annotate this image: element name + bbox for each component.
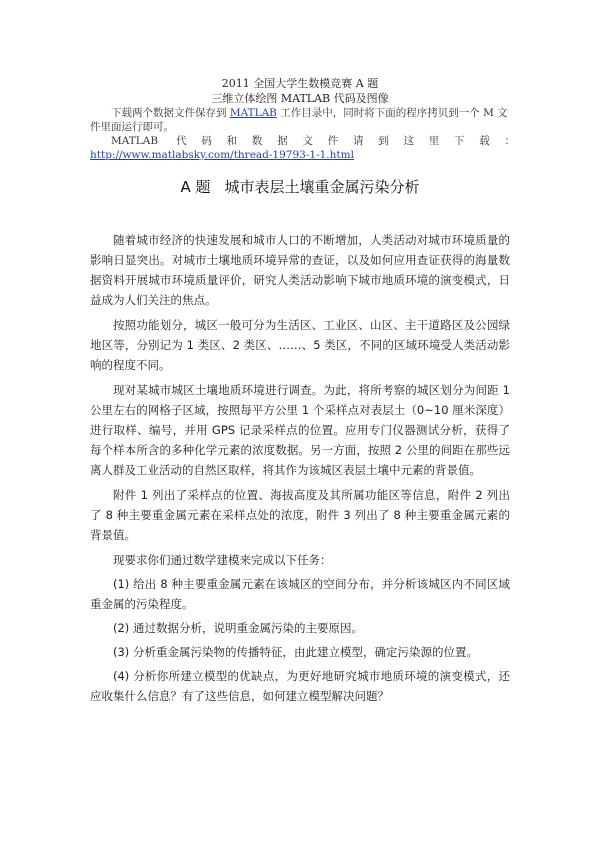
task-1: (1) 给出 8 种主要重金属元素在该城区的空间分布，并分析该城区内不同区域重金属的污染程度。 xyxy=(90,577,510,611)
problem-label: A 题 xyxy=(180,178,211,196)
paragraph-5: 现要求你们通过数学建模来完成以下任务： xyxy=(113,553,332,567)
document-title: 2011 全国大学生数模竞赛 A 题 xyxy=(221,77,379,90)
task-4: (4) 分析你所建立模型的优缺点，为更好地研究城市地质环境的演变模式，还应收集什么信息？有了这些信息，如何建立模型解决问题？ xyxy=(90,669,510,703)
intro-suffix: 工作目录中，同时将下面的程序拷贝到一个 M 文件里面运行即可。 xyxy=(90,107,508,133)
problem-heading xyxy=(0,178,600,196)
task-3: (3) 分析重金属污染物的传播特征，由此建立模型，确定污染源的位置。 xyxy=(113,645,478,659)
paragraph-1: 随着城市经济的快速发展和城市人口的不断增加，人类活动对城市环境质量的影响日显突出。对城市土壤地质环境异常的查证，以及如何应用查证获得的海量数据资料开展城市环境质量评价，研究人类活动影响下城市地质环境的演变模式，日益成为人们关注的焦点。 xyxy=(90,233,510,307)
intro-line-3 xyxy=(90,148,515,162)
download-url-link[interactable]: http://www.matlabsky.com/thread-19793-1-1.html xyxy=(90,149,354,161)
paragraph-4: 附件 1 列出了采样点的位置、海拔高度及其所属功能区等信息，附件 2 列出了 8 种主要重金属元素在采样点处的浓度，附件 3 列出了 8 种主要重金属元素的背景值。 xyxy=(90,488,510,542)
download-intro xyxy=(90,106,515,162)
intro-line-2: MATLAB 代码和数据文件请到这里下载： xyxy=(111,135,515,147)
intro-line-1 xyxy=(90,106,515,134)
intro-prefix: 下载两个数据文件保存到 xyxy=(111,107,230,119)
matlab-link[interactable]: MATLAB xyxy=(229,107,277,119)
problem-body xyxy=(90,230,510,710)
task-2: (2) 通过数据分析，说明重金属污染的主要原因。 xyxy=(113,621,363,635)
problem-title: 城市表层土壤重金属污染分析 xyxy=(224,178,420,196)
paragraph-3: 现对某城市城区土壤地质环境进行调查。为此，将所考察的城区划分为间距 1 公里左右的网格子区域，按照每平方公里 1 个采样点对表层土（0~10 厘米深度）进行取样、编号，并用 GPS 记录采样点的位置。应用专门仪器测试分析，获得了每个样本所含的多种化学元素的浓度数据。另一方面，按照 2 公里的间距在那些远离人群及工业活动的自然区取样，将其作为该城区表层土壤中元素的背景值。 xyxy=(90,383,510,477)
document-subtitle: 三维立体绘图 MATLAB 代码及图像 xyxy=(211,92,389,105)
paragraph-2: 按照功能划分，城区一般可分为生活区、工业区、山区、主干道路区及公园绿地区等，分别记为 1 类区、2 类区、……、5 类区，不同的区域环境受人类活动影响的程度不同。 xyxy=(90,318,510,372)
